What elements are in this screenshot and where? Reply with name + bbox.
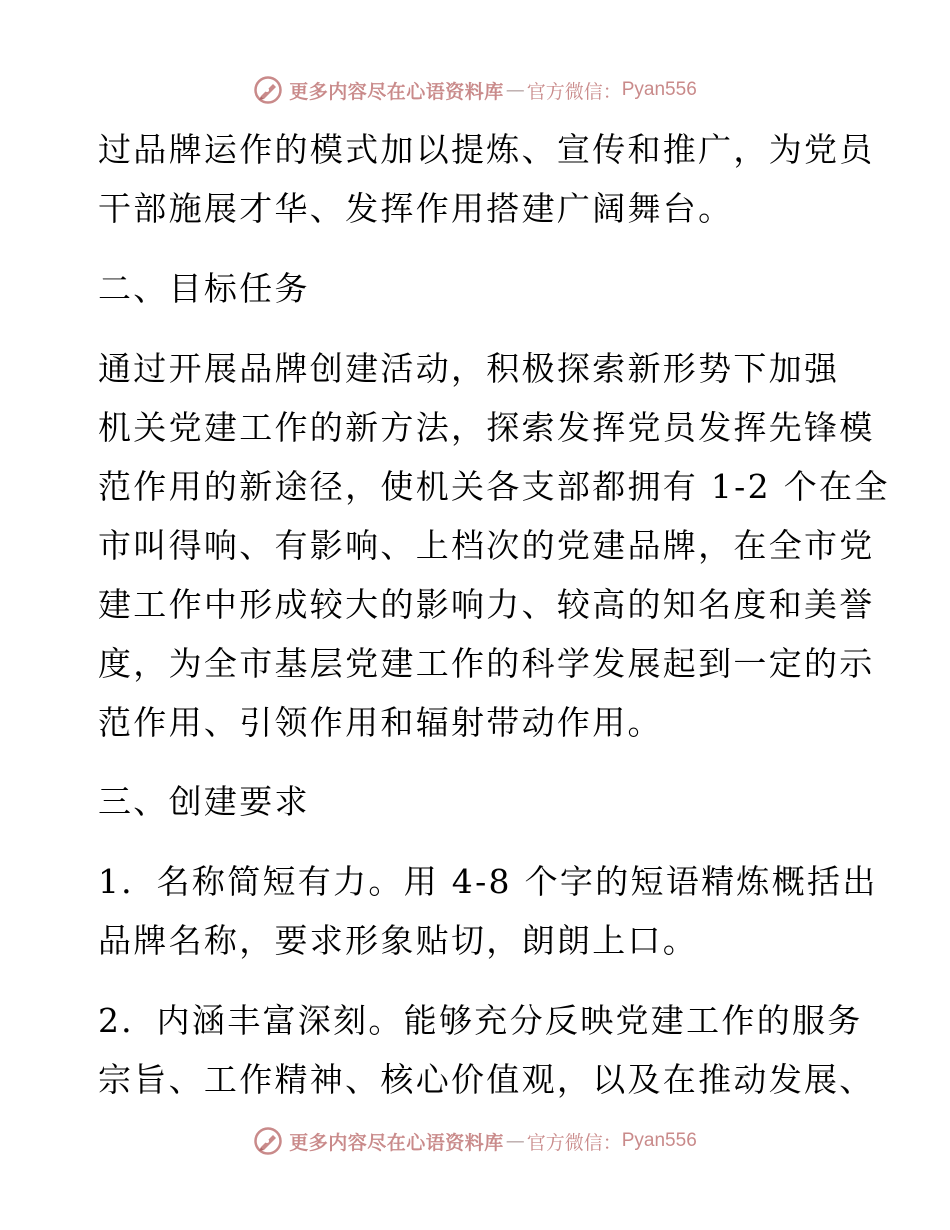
section-heading-goals <box>98 259 858 318</box>
header-wechat-label: 官方微信： <box>526 80 622 103</box>
text-line: 度，为全市基层党建工作的科学发展起到一定的示 <box>98 644 875 683</box>
text-line: 宗旨、工作精神、核心价值观，以及在推动发展、 <box>98 1060 875 1099</box>
pen-circle-logo-icon <box>253 75 283 105</box>
header-wechat-id: Pyan556 <box>621 79 697 100</box>
page-footer <box>0 1121 950 1161</box>
footer-brand-text: 更多内容尽在心语资料库 <box>289 1131 504 1154</box>
text-line: 过品牌运作的模式加以提炼、宣传和推广，为党员 <box>98 130 875 169</box>
paragraph-requirement-2 <box>98 991 875 1109</box>
header-brand-text: 更多内容尽在心语资料库 <box>289 80 504 103</box>
section-heading-requirements <box>98 772 858 831</box>
header-dash: — <box>505 79 525 101</box>
text-line: 范作用的新途径，使机关各支部都拥有 1-2 个在全 <box>98 467 890 506</box>
paragraph-requirement-1 <box>98 852 878 970</box>
text-line: 范作用、引领作用和辐射带动作用。 <box>98 703 663 742</box>
footer-wechat-id: Pyan556 <box>621 1130 697 1151</box>
text-line: 干部施展才华、发挥作用搭建广阔舞台。 <box>98 189 734 228</box>
text-line: 建工作中形成较大的影响力、较高的知名度和美誉 <box>98 585 875 624</box>
pen-circle-logo-icon <box>253 1126 283 1156</box>
text-line: 机关党建工作的新方法，探索发挥党员发挥先锋模 <box>98 408 875 447</box>
footer-wechat-label: 官方微信： <box>526 1131 622 1154</box>
text-line: 1．名称简短有力。用 4-8 个字的短语精炼概括出 <box>98 862 878 901</box>
page-header <box>0 70 950 110</box>
text-line: 品牌名称，要求形象贴切，朗朗上口。 <box>98 921 699 960</box>
text-line: 市叫得响、有影响、上档次的党建品牌，在全市党 <box>98 526 875 565</box>
text-line: 2．内涵丰富深刻。能够充分反映党建工作的服务 <box>98 1001 863 1040</box>
footer-dash: — <box>505 1130 525 1152</box>
heading-text: 三、创建要求 <box>98 782 310 821</box>
text-line: 通过开展品牌创建活动，积极探索新形势下加强 <box>98 349 840 388</box>
paragraph-intro <box>98 120 875 238</box>
document-body <box>98 120 890 1109</box>
paragraph-goals <box>98 339 890 752</box>
heading-text: 二、目标任务 <box>98 269 310 308</box>
